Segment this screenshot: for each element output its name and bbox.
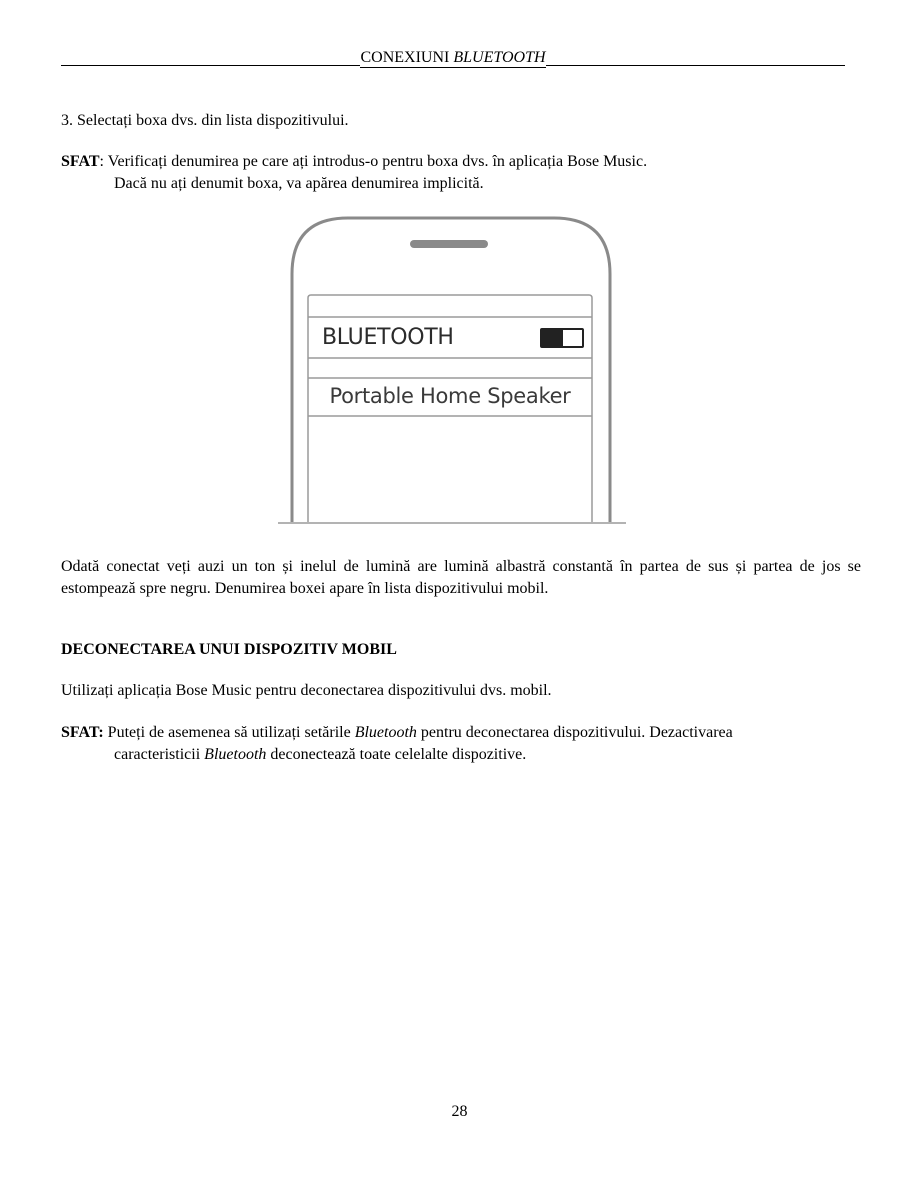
step-3-text: 3. Selectați boxa dvs. din lista dispozitivului. (61, 112, 349, 129)
tip-2-italic-2: Bluetooth (204, 746, 267, 763)
tip-1-line-1 (61, 152, 647, 172)
connected-paragraph: Odată conectat veți auzi un ton și inelul de lumină are lumină albastră constantă în partea de sus și partea de jos se estompează spre negru. Denumirea boxei apare în lista dispozitivului mobil. (61, 558, 861, 597)
section-body: Utilizați aplicația Bose Music pentru deconectarea dispozitivului dvs. mobil. (61, 682, 552, 699)
tip-1-text-1: : Verificați denumirea pe care ați introdus-o pentru boxa dvs. în aplicația Bose Music. (99, 153, 648, 170)
tip-2-italic-1: Bluetooth (354, 724, 417, 741)
phone-outline (278, 214, 626, 526)
device-list-item: Portable Home Speaker (329, 384, 571, 408)
bluetooth-setting-label: BLUETOOTH (322, 325, 454, 350)
tip-2-line-1 (61, 723, 733, 743)
tip-1-line-2: Dacă nu ați denumit boxa, va apărea denumirea implicită. (114, 175, 484, 192)
toggle-knob (542, 330, 563, 346)
header-title (360, 49, 545, 68)
section-title: DECONECTAREA UNUI DISPOZITIV MOBIL (61, 641, 397, 658)
header-rule-left (61, 65, 360, 66)
header-title-italic: BLUETOOTH (453, 49, 546, 66)
bluetooth-toggle (540, 328, 584, 348)
tip-2-text-d: deconectează toate celelalte dispozitive. (266, 746, 527, 763)
tip-2-text-b: pentru deconectarea dispozitivului. Dezactivarea (416, 724, 733, 741)
tip-2-line-2 (114, 745, 526, 765)
tip-2-text-c: caracteristicii (114, 746, 205, 763)
tip-2-text-a: Puteți de asemenea să utilizați setările (103, 724, 355, 741)
tip-1-label: SFAT (61, 153, 100, 170)
phone-illustration (278, 214, 626, 526)
page-header (61, 46, 845, 68)
header-rule-right (546, 65, 845, 66)
page-number: 28 (451, 1103, 468, 1120)
speaker-slot (410, 240, 488, 248)
tip-2-label: SFAT: (61, 724, 104, 741)
header-title-prefix: CONEXIUNI (360, 49, 454, 66)
